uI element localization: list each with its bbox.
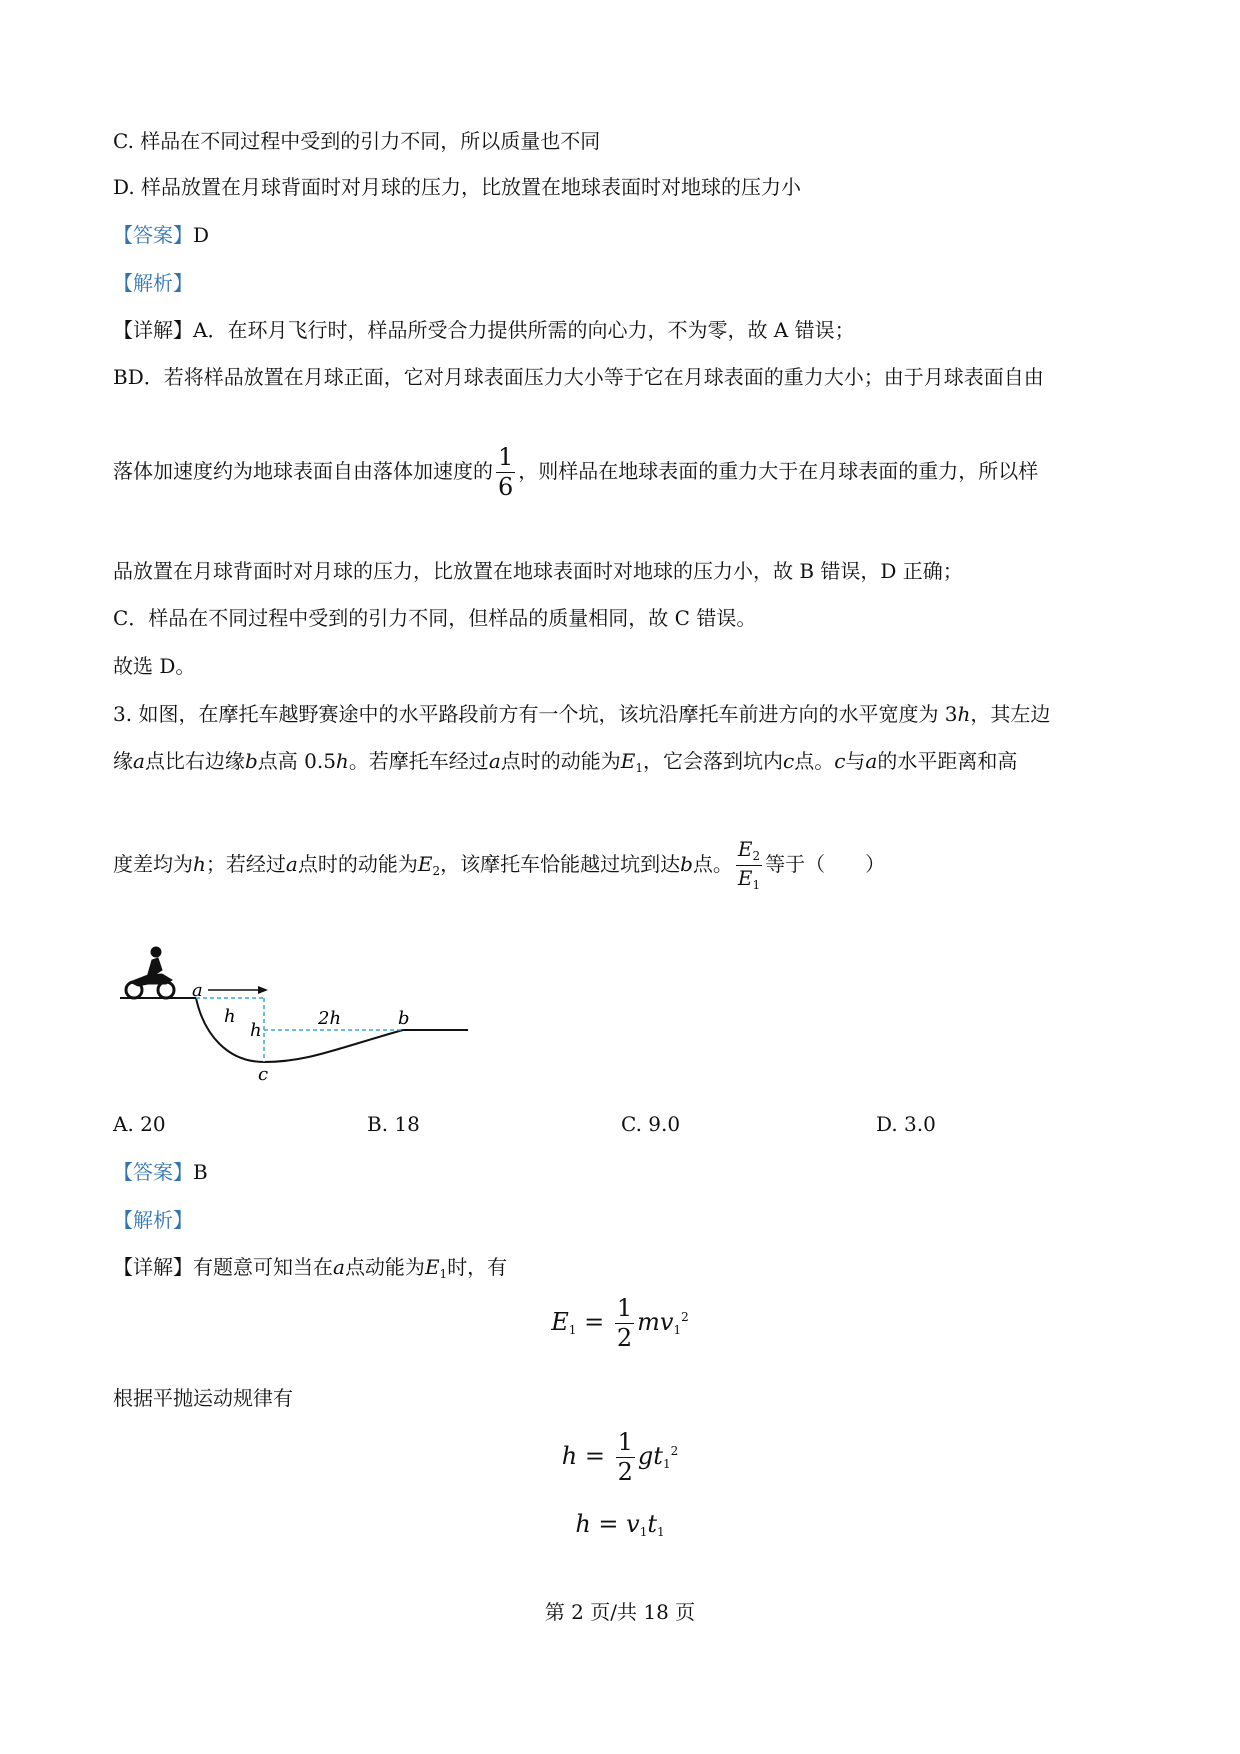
detail-text: 时，有	[447, 1255, 508, 1279]
subscript: 1	[662, 1457, 671, 1472]
label-a: a	[192, 980, 203, 1001]
eq-rhs: mv	[637, 1308, 674, 1337]
fraction-numerator: 1	[616, 1430, 635, 1458]
detail-line-2	[113, 1253, 507, 1288]
eq-sign: =	[584, 1442, 605, 1471]
label-b: b	[398, 1008, 410, 1029]
pit-diagram	[118, 940, 478, 1090]
detail-line-c: C．样品在不同过程中受到的引力不同，但样品的质量相同，故 C 错误。	[113, 606, 757, 630]
question-3-line-1	[113, 700, 1050, 728]
var-b: b	[244, 749, 258, 773]
fraction-denominator	[736, 866, 762, 892]
var-a: a	[488, 749, 501, 773]
var-e: E	[417, 852, 433, 876]
fraction-one-sixth	[496, 442, 515, 501]
subscript: 2	[432, 864, 441, 878]
question-3-line-2	[113, 747, 1017, 782]
eq-v: v	[626, 1510, 640, 1538]
option-d: D. 3.0	[876, 1112, 936, 1136]
q3-text: 度差均为	[113, 852, 193, 876]
detail-text: 点动能为	[344, 1255, 425, 1279]
q3-text: ，其左边	[970, 702, 1051, 726]
var-e: E	[424, 1255, 440, 1279]
subscript: 1	[657, 1525, 665, 1539]
choose-d: 故选 D。	[113, 654, 196, 678]
label-c: c	[258, 1064, 269, 1085]
var-b: b	[680, 852, 693, 876]
subscript: 1	[673, 1323, 682, 1338]
q3-text: 与	[845, 749, 866, 773]
subscript: 1	[568, 1323, 577, 1338]
var-a: a	[133, 749, 145, 773]
var-a: a	[333, 1255, 345, 1279]
var-c: c	[834, 749, 846, 773]
answer-line-2	[113, 1158, 208, 1186]
detail-line-a: 【详解】A．在环月飞行时，样品所受合力提供所需的向心力，不为零，故 A 错误；	[113, 318, 855, 342]
subscript: 1	[752, 878, 761, 892]
q3-text: 点时的动能为	[297, 852, 418, 876]
equation-kinetic-energy	[0, 1296, 1240, 1351]
detail-text: ，则样品在地球表面的重力大于在月球表面的重力，所以样	[518, 459, 1039, 483]
q3-text: ，该摩托车恰能越过坑到达	[440, 852, 681, 876]
detail-line-conclusion: 品放置在月球背面时对月球的压力，比放置在地球表面时对地球的压力小，故 B 错误，D 正确；	[113, 559, 963, 583]
q3-text: ，它会落到坑内	[643, 749, 783, 773]
eq-sign: =	[584, 1308, 605, 1337]
detail-line-fraction	[113, 440, 1038, 502]
equation-horizontal-distance	[0, 1510, 1240, 1539]
option-c: C. 9.0	[621, 1112, 681, 1136]
fraction-numerator: 1	[496, 445, 515, 473]
var-e: E	[737, 837, 753, 862]
equation-vertical-drop	[0, 1430, 1240, 1485]
q3-text: 的水平距离和高	[877, 749, 1018, 773]
detail-line-bd: BD．若将样品放置在月球正面，它对月球表面压力大小等于它在月球表面的重力大小；由于月球表面自由	[113, 365, 1044, 389]
option-a: A. 20	[113, 1112, 166, 1136]
fraction-numerator	[736, 839, 762, 866]
subscript: 1	[639, 1525, 648, 1539]
subscript: 2	[752, 849, 761, 864]
detail-text: 落体加速度约为地球表面自由落体加速度的	[113, 459, 493, 483]
eq-fraction	[615, 1296, 634, 1351]
label-2h: 2h	[318, 1008, 342, 1029]
q3-text: 等于（ ）	[765, 852, 886, 876]
answer-label: 【答案】	[113, 223, 193, 247]
subscript: 1	[439, 1267, 448, 1281]
answer-value: D	[193, 223, 210, 247]
var-c: c	[783, 749, 795, 773]
q3-text: 缘	[113, 749, 133, 773]
option-b: B. 18	[367, 1112, 420, 1136]
q3-text: 点高 0.5	[257, 749, 336, 773]
fraction-numerator: 1	[615, 1296, 634, 1324]
superscript: 2	[670, 1444, 679, 1459]
var-e: E	[737, 866, 753, 890]
eq-fraction	[616, 1430, 635, 1485]
eq-lhs: h	[561, 1442, 578, 1471]
q3-text: 。若摩托车经过	[348, 749, 489, 773]
eq-lhs: h	[575, 1510, 591, 1538]
var-a: a	[865, 749, 878, 773]
label-h-vertical: h	[250, 1020, 262, 1041]
var-e: E	[620, 749, 636, 773]
q3-text: ；若经过	[205, 852, 286, 876]
q3-text: 点。	[692, 852, 733, 876]
analysis-label: 【解析】	[113, 271, 193, 295]
q3-text: 点比右边缘	[144, 749, 245, 773]
eq-t: t	[647, 1510, 658, 1538]
q3-text: 点。	[794, 749, 835, 773]
fraction-e2-e1	[736, 839, 762, 891]
option-d-text: D. 样品放置在月球背面时对月球的压力，比放置在地球表面时对地球的压力小	[113, 175, 802, 199]
superscript: 2	[681, 1310, 689, 1325]
option-c-text: C. 样品在不同过程中受到的引力不同，所以质量也不同	[113, 129, 601, 153]
page-footer: 第 2 页/共 18 页	[544, 1600, 696, 1624]
eq-sign: =	[598, 1510, 619, 1538]
rule-line: 根据平抛运动规律有	[113, 1386, 293, 1410]
answer-label: 【答案】	[113, 1160, 193, 1184]
var-h: h	[193, 852, 206, 876]
fraction-denominator: 2	[616, 1324, 633, 1353]
answer-value: B	[193, 1160, 208, 1184]
var-h: h	[335, 749, 349, 773]
fraction-denominator: 2	[617, 1458, 633, 1487]
var-h: h	[957, 702, 971, 726]
var-a: a	[285, 852, 298, 876]
analysis-label-2: 【解析】	[113, 1208, 193, 1232]
answer-line-1	[113, 221, 209, 249]
question-3-line-3	[113, 830, 885, 905]
eq-lhs: E	[551, 1308, 569, 1337]
q3-text: 3. 如图，在摩托车越野赛途中的水平路段前方有一个坑，该坑沿摩托车前进方向的水平宽度为 3	[113, 702, 958, 726]
q3-text: 点时的动能为	[500, 749, 621, 773]
fraction-denominator: 6	[498, 473, 514, 501]
motorcycle-icon	[126, 947, 174, 998]
detail-text: 【详解】有题意可知当在	[113, 1255, 333, 1279]
subscript: 1	[635, 761, 643, 775]
label-h-horizontal: h	[224, 1006, 236, 1027]
eq-rhs: gt	[637, 1442, 663, 1471]
